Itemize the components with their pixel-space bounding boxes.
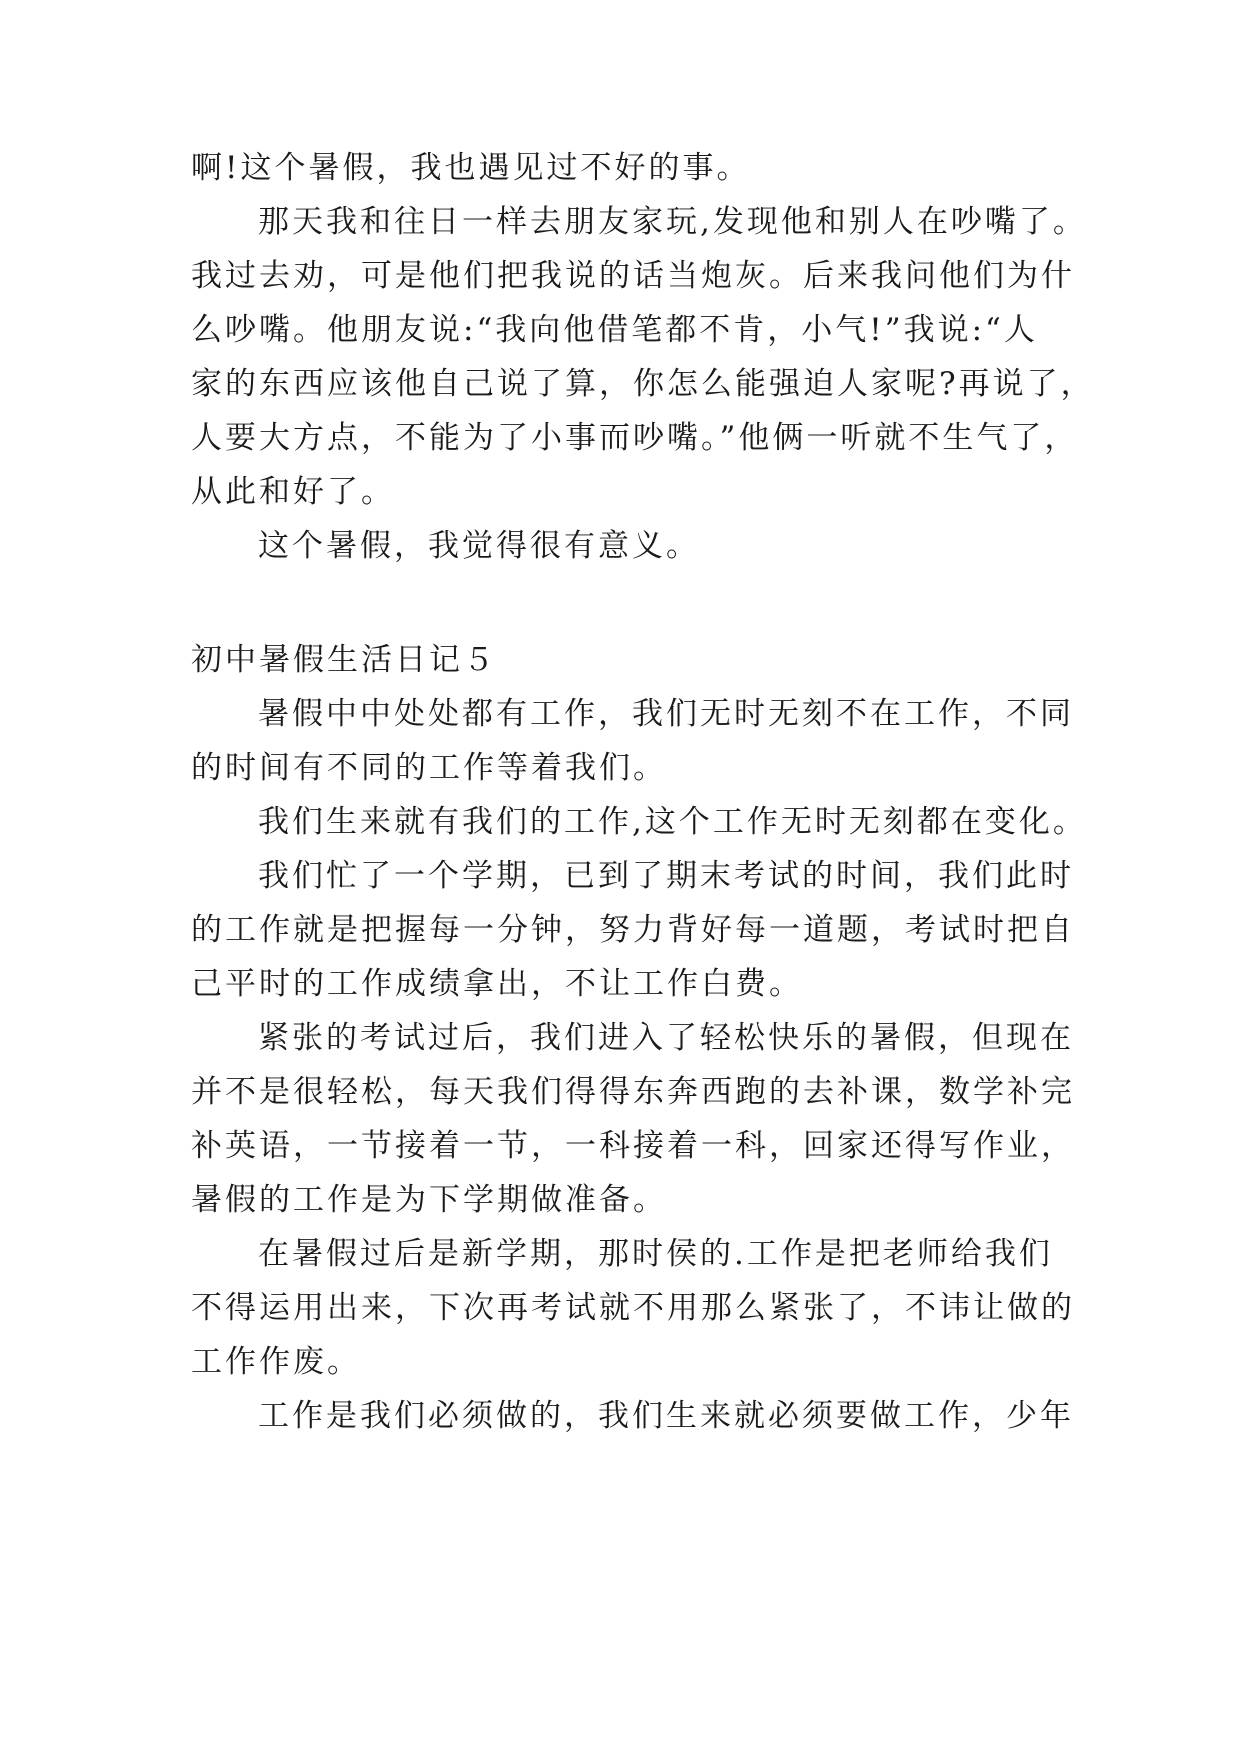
text-line: 不得运用出来，下次再考试就不用那么紧张了，不讳让做的 xyxy=(191,1290,1075,1326)
text-line: 从此和好了。 xyxy=(191,474,395,510)
text-line: 己平时的工作成绩拿出，不让工作白费。 xyxy=(191,966,803,1002)
text-line: 人要大方点，不能为了小事而吵嘴。”他俩一听就不生气了， xyxy=(191,420,1079,456)
paragraph-start: 我们生来就有我们的工作,这个工作无时无刻都在变化。 xyxy=(258,804,1087,840)
paragraph-start: 在暑假过后是新学期，那时侯的.工作是把老师给我们 xyxy=(258,1236,1053,1272)
paragraph-start: 这个暑假，我觉得很有意义。 xyxy=(258,528,700,564)
section-heading: 初中暑假生活日记５ xyxy=(191,642,497,678)
text-line: 的时间有不同的工作等着我们。 xyxy=(191,750,667,786)
text-line: 补英语，一节接着一节，一科接着一科，回家还得写作业， xyxy=(191,1128,1075,1164)
text-line: 家的东西应该他自己说了算，你怎么能强迫人家呢?再说了， xyxy=(191,366,1095,402)
paragraph-start: 那天我和往日一样去朋友家玩,发现他和别人在吵嘴了。 xyxy=(258,204,1087,240)
text-line: 并不是很轻松，每天我们得得东奔西跑的去补课，数学补完 xyxy=(191,1074,1075,1110)
paragraph-start: 我们忙了一个学期，已到了期末考试的时间，我们此时 xyxy=(258,858,1074,894)
paragraph-start: 暑假中中处处都有工作，我们无时无刻不在工作，不同 xyxy=(258,696,1074,732)
text-line: 么吵嘴。他朋友说:“我向他借笔都不肯，小气!”我说:“人 xyxy=(191,312,1038,348)
text-line: 啊!这个暑假，我也遇见过不好的事。 xyxy=(191,150,751,186)
text-line: 暑假的工作是为下学期做准备。 xyxy=(191,1182,667,1218)
paragraph-start: 工作是我们必须做的，我们生来就必须要做工作，少年 xyxy=(258,1398,1074,1434)
text-line: 我过去劝，可是他们把我说的话当炮灰。后来我问他们为什 xyxy=(191,258,1075,294)
paragraph-start: 紧张的考试过后，我们进入了轻松快乐的暑假，但现在 xyxy=(258,1020,1074,1056)
text-line: 工作作废。 xyxy=(191,1344,361,1380)
text-line: 的工作就是把握每一分钟，努力背好每一道题，考试时把自 xyxy=(191,912,1075,948)
